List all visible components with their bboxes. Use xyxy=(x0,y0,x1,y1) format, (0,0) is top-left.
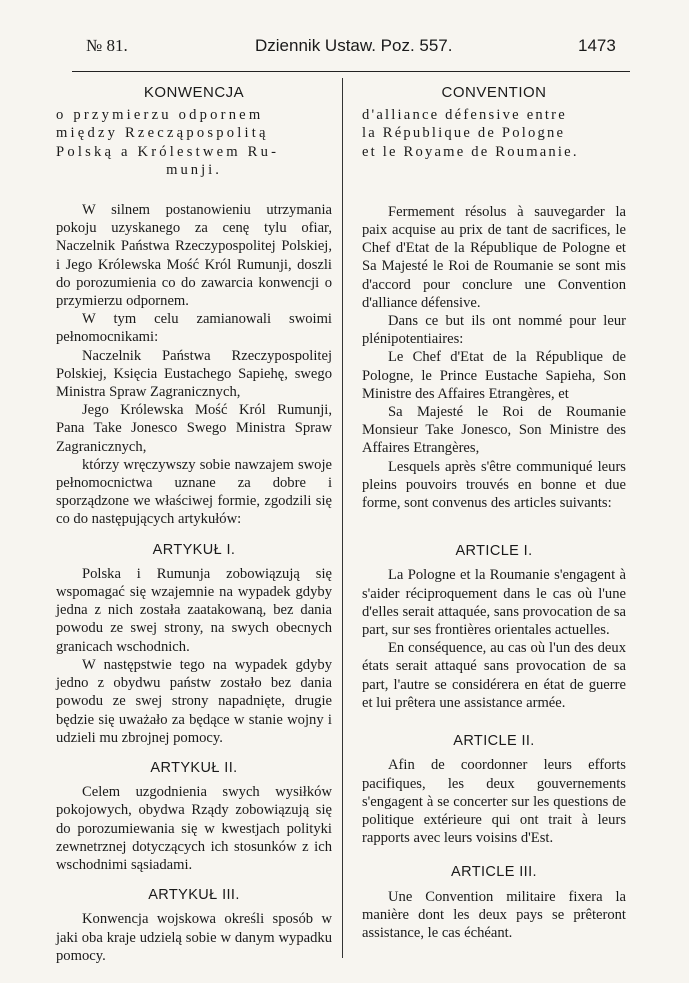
polish-article-3-para-1: Konwencja wojskowa określi sposób w jaki oba kraje udzielą sobie w danym wypadku pomocy. xyxy=(56,911,332,964)
polish-preamble-3: Naczelnik Państwa Rzeczypospolitej Polskiej, Księcia Eustachego Sapiehę, swego Ministra Spraw Zagranicznych, xyxy=(56,347,332,401)
page-header xyxy=(0,0,689,66)
french-article-3-title: ARTICLE III. xyxy=(451,864,537,881)
column-divider xyxy=(342,78,343,958)
french-subtitle-line-3: et le Royame de Roumanie. xyxy=(362,143,579,160)
page-number: 1473 xyxy=(578,36,616,55)
polish-preamble-1: W silnem postanowieniu utrzymania pokoju uzyskanego za cenę tylu ofiar, Naczelnik Państwa Rzeczypospolitej Polskiej, i Jego Królewska Mość Król Rumunji, doszli do porozumienia co do zawarcia konwencji o przymierzu odpornem. xyxy=(56,202,332,310)
issue-number: № 81. xyxy=(86,36,128,55)
polish-subtitle-line-3: Polską a Królestwem Ru- xyxy=(56,143,280,160)
french-column xyxy=(362,84,626,942)
french-preamble-1: Fermement résolus à sauvegarder la paix acquise au prix de tant de sacrifices, le Chef d'Etat de la République de Pologne et Sa Majesté le Roi de Roumanie se sont mis d'accord pour conclure une Convention d'alliance défensive. xyxy=(362,203,626,311)
french-subtitle-line-1: d'alliance défensive entre xyxy=(362,107,567,124)
french-article-2-para-1: Afin de coordonner leurs efforts pacifiques, les deux gouvernements s'engagent à se concerter sur les questions de politique extérieure qui ont trait à leurs rapports avec leurs voisins d'Est. xyxy=(362,757,626,847)
french-article-1-para-1: La Pologne et la Roumanie s'engagent à s'aider réciproquement dans le cas où l'une d'elles serait attaquée, sans provocation de sa part, sur ses frontières orientales actuelles. xyxy=(362,567,626,639)
polish-column xyxy=(56,84,332,965)
polish-preamble-4: Jego Królewska Mość Król Rumunji, Pana Take Jonesco Swego Ministra Spraw Zagranicznych, xyxy=(56,402,332,455)
polish-preamble-2: W tym celu zamianowali swoimi pełnomocnikami: xyxy=(56,311,332,346)
polish-article-1-para-2: W następstwie tego na wypadek gdyby jedno z obydwu państw zostało bez dania powodu ze swej strony napadnięte, drugie będzie się uważało za będące w stanie wojny i udzieli mu zbrojnej pomocy. xyxy=(56,656,332,746)
polish-preamble-5: którzy wręczywszy sobie nawzajem swoje pełnomocnictwa uznane za dobre i sporządzone we właściwej formie, zgodzili się co do następujących artykułów: xyxy=(56,456,332,528)
french-heading: CONVENTION xyxy=(441,84,547,101)
header-rule xyxy=(72,71,630,72)
french-article-3-para-1: Une Convention militaire fixera la manière dont les deux pays se prêteront assistance, le cas échéant. xyxy=(362,888,626,941)
french-article-1-title: ARTICLE I. xyxy=(455,543,533,560)
french-preamble-5: Lesquels après s'être communiqué leurs pleins pouvoirs trouvés en bonne et due forme, sont convenus des articles suivants: xyxy=(362,458,626,512)
polish-subtitle-line-1: o przymierzu odpornem xyxy=(56,107,264,124)
french-article-1-para-2: En conséquence, au cas où l'un des deux états serait attaqué sans provocation de sa part, l'autre se considérera en état de guerre et lui prêtera une assistance armée. xyxy=(362,640,626,711)
polish-article-1-title: ARTYKUŁ I. xyxy=(152,541,236,558)
polish-article-3-title: ARTYKUŁ III. xyxy=(148,887,240,904)
french-preamble-3: Le Chef d'Etat de la République de Pologne, le Prince Eustache Sapieha, Son Ministre des Affaires Etrangères, et xyxy=(362,349,626,402)
polish-subtitle-line-4: munji. xyxy=(166,161,222,178)
french-preamble-2: Dans ce but ils ont nommé pour leur plénipotentiaires: xyxy=(362,313,626,348)
polish-article-1-para-1: Polska i Rumunja zobowiązują się wspomagać się wzajemnie na wypadek gdyby jedna z nich została zaatakowaną, bez dania powodu ze swej strony, na swych obecnych granicach wschodnich. xyxy=(56,565,332,655)
polish-subtitle-line-2: między Rzecząpospolitą xyxy=(56,125,269,142)
polish-heading: KONWENCJA xyxy=(143,84,245,101)
french-preamble-4: Sa Majesté le Roi de Roumanie Monsieur Take Jonesco, Son Ministre des Affaires Etrangères, xyxy=(362,404,626,457)
journal-title: Dziennik Ustaw. Poz. 557. xyxy=(255,36,453,55)
polish-article-2-para-1: Celem uzgodnienia swych wysiłków pokojowych, obydwa Rządy zobowiązują się do porozumiewania się w kwestjach polityki zewnetrznej dotyczących ich stosunków z ich wschodnimi sąsiadami. xyxy=(56,784,332,873)
polish-article-2-title: ARTYKUŁ II. xyxy=(150,759,238,776)
french-article-2-title: ARTICLE II. xyxy=(453,733,535,750)
french-subtitle-line-2: la République de Pologne xyxy=(362,125,566,142)
